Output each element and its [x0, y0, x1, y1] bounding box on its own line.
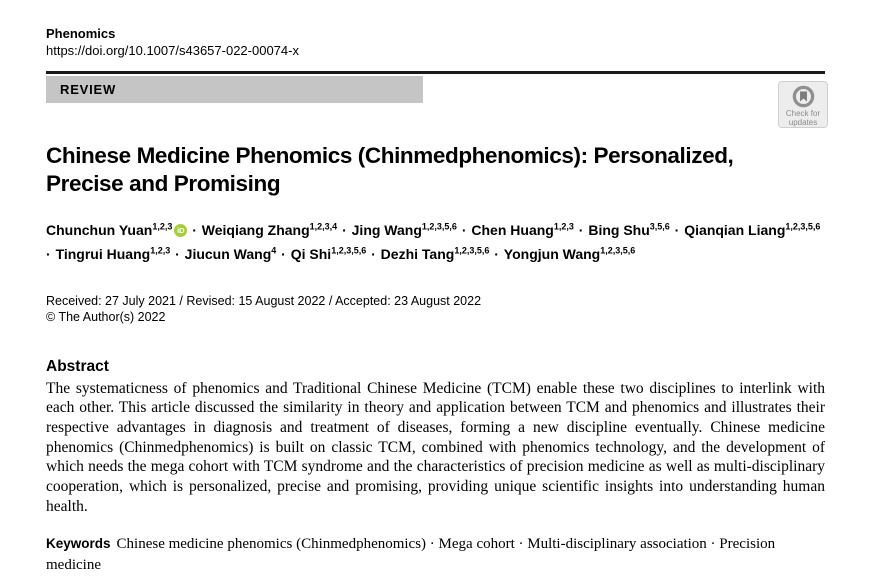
orcid-icon[interactable]: iD	[174, 224, 187, 237]
doi-link[interactable]: https://doi.org/10.1007/s43657-022-00074-x	[46, 43, 299, 58]
author-separator: ·	[46, 245, 55, 262]
author: Qi Shi$^{1,2,3,5,6}$	[290, 244, 367, 262]
abstract-section	[46, 357, 825, 517]
author-list	[46, 218, 825, 266]
author: Jing Wang$^{1,2,3,5,6}$	[351, 220, 457, 238]
keywords-line	[46, 533, 825, 576]
author: Dezhi Tang$^{1,2,3,5,6}$	[380, 244, 490, 262]
author: Chen Huang$^{1,2,3}$	[471, 220, 574, 238]
copyright-notice: © The Author(s) 2022	[46, 310, 166, 324]
author: Chunchun Yuan$^{1,2,3}$ iD	[46, 222, 187, 238]
journal-name: Phenomics	[46, 26, 116, 41]
article-type-banner	[46, 76, 423, 103]
author-separator: ·	[338, 221, 351, 238]
abstract-text: The systematicness of phenomics and Traditional Chinese Medicine (TCM) enable these two disciplines to interlink with each other. This article discussed the similarity in theory and application between TCM and phenomics and illustrates their respective advantages in diagnosis and treatment of diseases, forming a new discipline eventually. Chinese medicine phenomics (Chinmedphenomics) is built on classic TCM, combined with phenomics technology, and the development of which needs the mega cohort with TCM syndrome and the characteristics of precision medicine as well as multi-disciplinary cooperation, which is personalized, precise and promising, providing unique scientific insights into understanding human health.	[46, 379, 825, 515]
article-title: Chinese Medicine Phenomics (Chinmedphenomics): Personalized, Precise and Promising	[46, 142, 734, 196]
check-for-updates-label: Check for updates	[785, 109, 821, 127]
author-separator: ·	[670, 221, 684, 238]
keywords-text: Chinese medicine phenomics (Chinmedphenomics) · Mega cohort · Multi-disciplinary association · Precision medicine	[46, 536, 776, 574]
author-separator: ·	[574, 221, 588, 238]
author-separator: ·	[490, 245, 503, 262]
check-for-updates-badge[interactable]	[778, 81, 828, 128]
article-type-label: REVIEW	[60, 81, 117, 97]
author: Tingrui Huang$^{1,2,3}$	[55, 244, 171, 262]
author-separator: ·	[457, 221, 471, 238]
author-separator: ·	[171, 245, 184, 262]
author: Bing Shu$^{3,5,6}$	[588, 220, 670, 238]
author: Qianqian Liang$^{1,2,3,5,6}$	[684, 220, 821, 238]
author-separator: ·	[277, 245, 290, 262]
divider-rule	[46, 71, 825, 74]
history-dates: Received: 27 July 2021 / Revised: 15 August 2022 / Accepted: 23 August 2022	[46, 293, 482, 308]
bookmark-circle-icon	[791, 85, 816, 110]
author: Yongjun Wang$^{1,2,3,5,6}$	[503, 244, 636, 262]
author-separator: ·	[367, 245, 380, 262]
keywords-heading: Keywords	[46, 536, 111, 552]
abstract-heading: Abstract	[46, 357, 109, 375]
author: Weiqiang Zhang$^{1,2,3,4}$	[201, 220, 338, 238]
author-separator: ·	[188, 221, 201, 238]
author: Jiucun Wang$^4$	[184, 244, 277, 262]
